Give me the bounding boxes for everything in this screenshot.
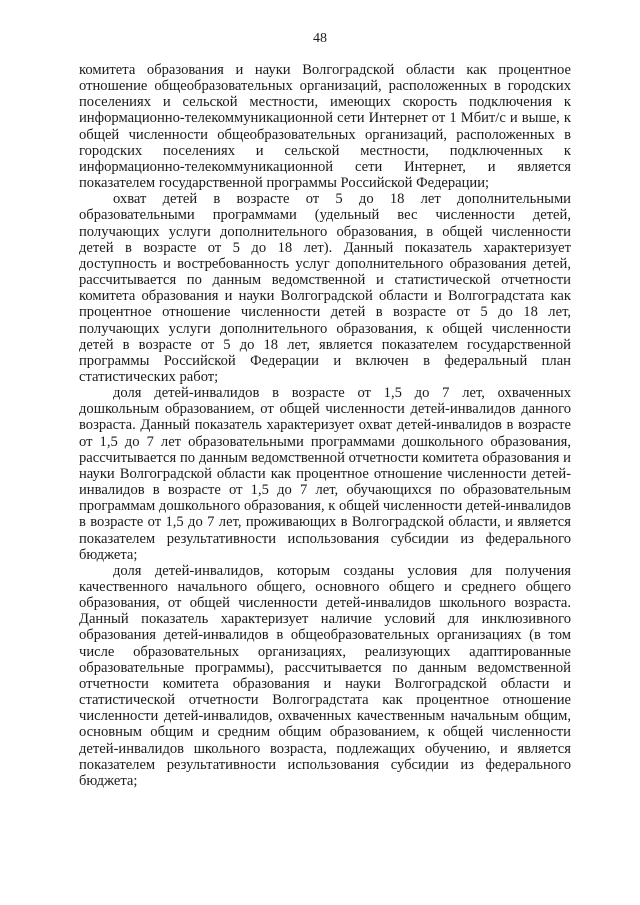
body-text (79, 62, 571, 789)
paragraph-preschool-disabled-children: доля детей-инвалидов в возрасте от 1,5 до 7 лет, охваченных дошкольным образованием, от общей численности детей-инвалидов данного возраста. Данный показатель характеризует охват детей-инвалидов в возрасте от 1,5 до 7 лет образовательными программами дошкольного образования, рассчитывается по данным ведомственной отчетности комитета образования и науки Волгоградской области как процентное отношение численности детей-инвалидов в возрасте от 1,5 до 7 лет, обучающихся по образовательным программам дошкольного образования, к общей численности детей-инвалидов в возрасте от 1,5 до 7 лет, проживающих в Волгоградской области, и является показателем результативности использования субсидии из федерального бюджета; (79, 385, 571, 563)
paragraph-inclusive-education-conditions: доля детей-инвалидов, которым созданы условия для получения качественного начального общего, основного общего и среднего общего образования, от общей численности детей-инвалидов школьного возраста. Данный показатель характеризует наличие условий для инклюзивного образования детей-инвалидов в общеобразовательных организациях (в том числе образовательных организациях, реализующих адаптированные образовательные программы), рассчитывается по данным ведомственной отчетности комитета образования и науки Волгоградской области и статистической отчетности Волгоградстата как процентное отношение численности детей-инвалидов, охваченных качественным начальным общим, основным общим и средним общим образованием, к общей численности детей-инвалидов школьного возраста, подлежащих обучению, и является показателем результативности использования субсидии из федерального бюджета; (79, 562, 571, 789)
paragraph-additional-education-coverage: охват детей в возрасте от 5 до 18 лет дополнительными образовательными программами (удельный вес численности детей, получающих услуги дополнительного образования, в общей численности детей в возрасте от 5 до 18 лет). Данный показатель характеризует доступность и востребованность услуг дополнительного образования детей, рассчитывается по данным ведомственной и статистической отчетности комитета образования и науки Волгоградской области и Волгоградстата как процентное отношение численности детей в возрасте от 5 до 18 лет, получающих услуги дополнительного образования, к общей численности детей в возрасте от 5 до 18 лет, является показателем государственной программы Российской Федерации и включен в федеральный план статистических работ; (79, 191, 571, 385)
paragraph-internet-connectivity: комитета образования и науки Волгоградской области как процентное отношение общеобразовательных организаций, расположенных в городских поселениях и сельской местности, имеющих скорость подключения к информационно-телекоммуникационной сети Интернет от 1 Мбит/с и выше, к общей численности общеобразовательных организаций, расположенных в городских поселениях и сельской местности, подключенных к информационно-телекоммуникационной сети Интернет, и является показателем государственной программы Российской Федерации; (79, 62, 571, 192)
page-number: 48 (313, 31, 327, 46)
